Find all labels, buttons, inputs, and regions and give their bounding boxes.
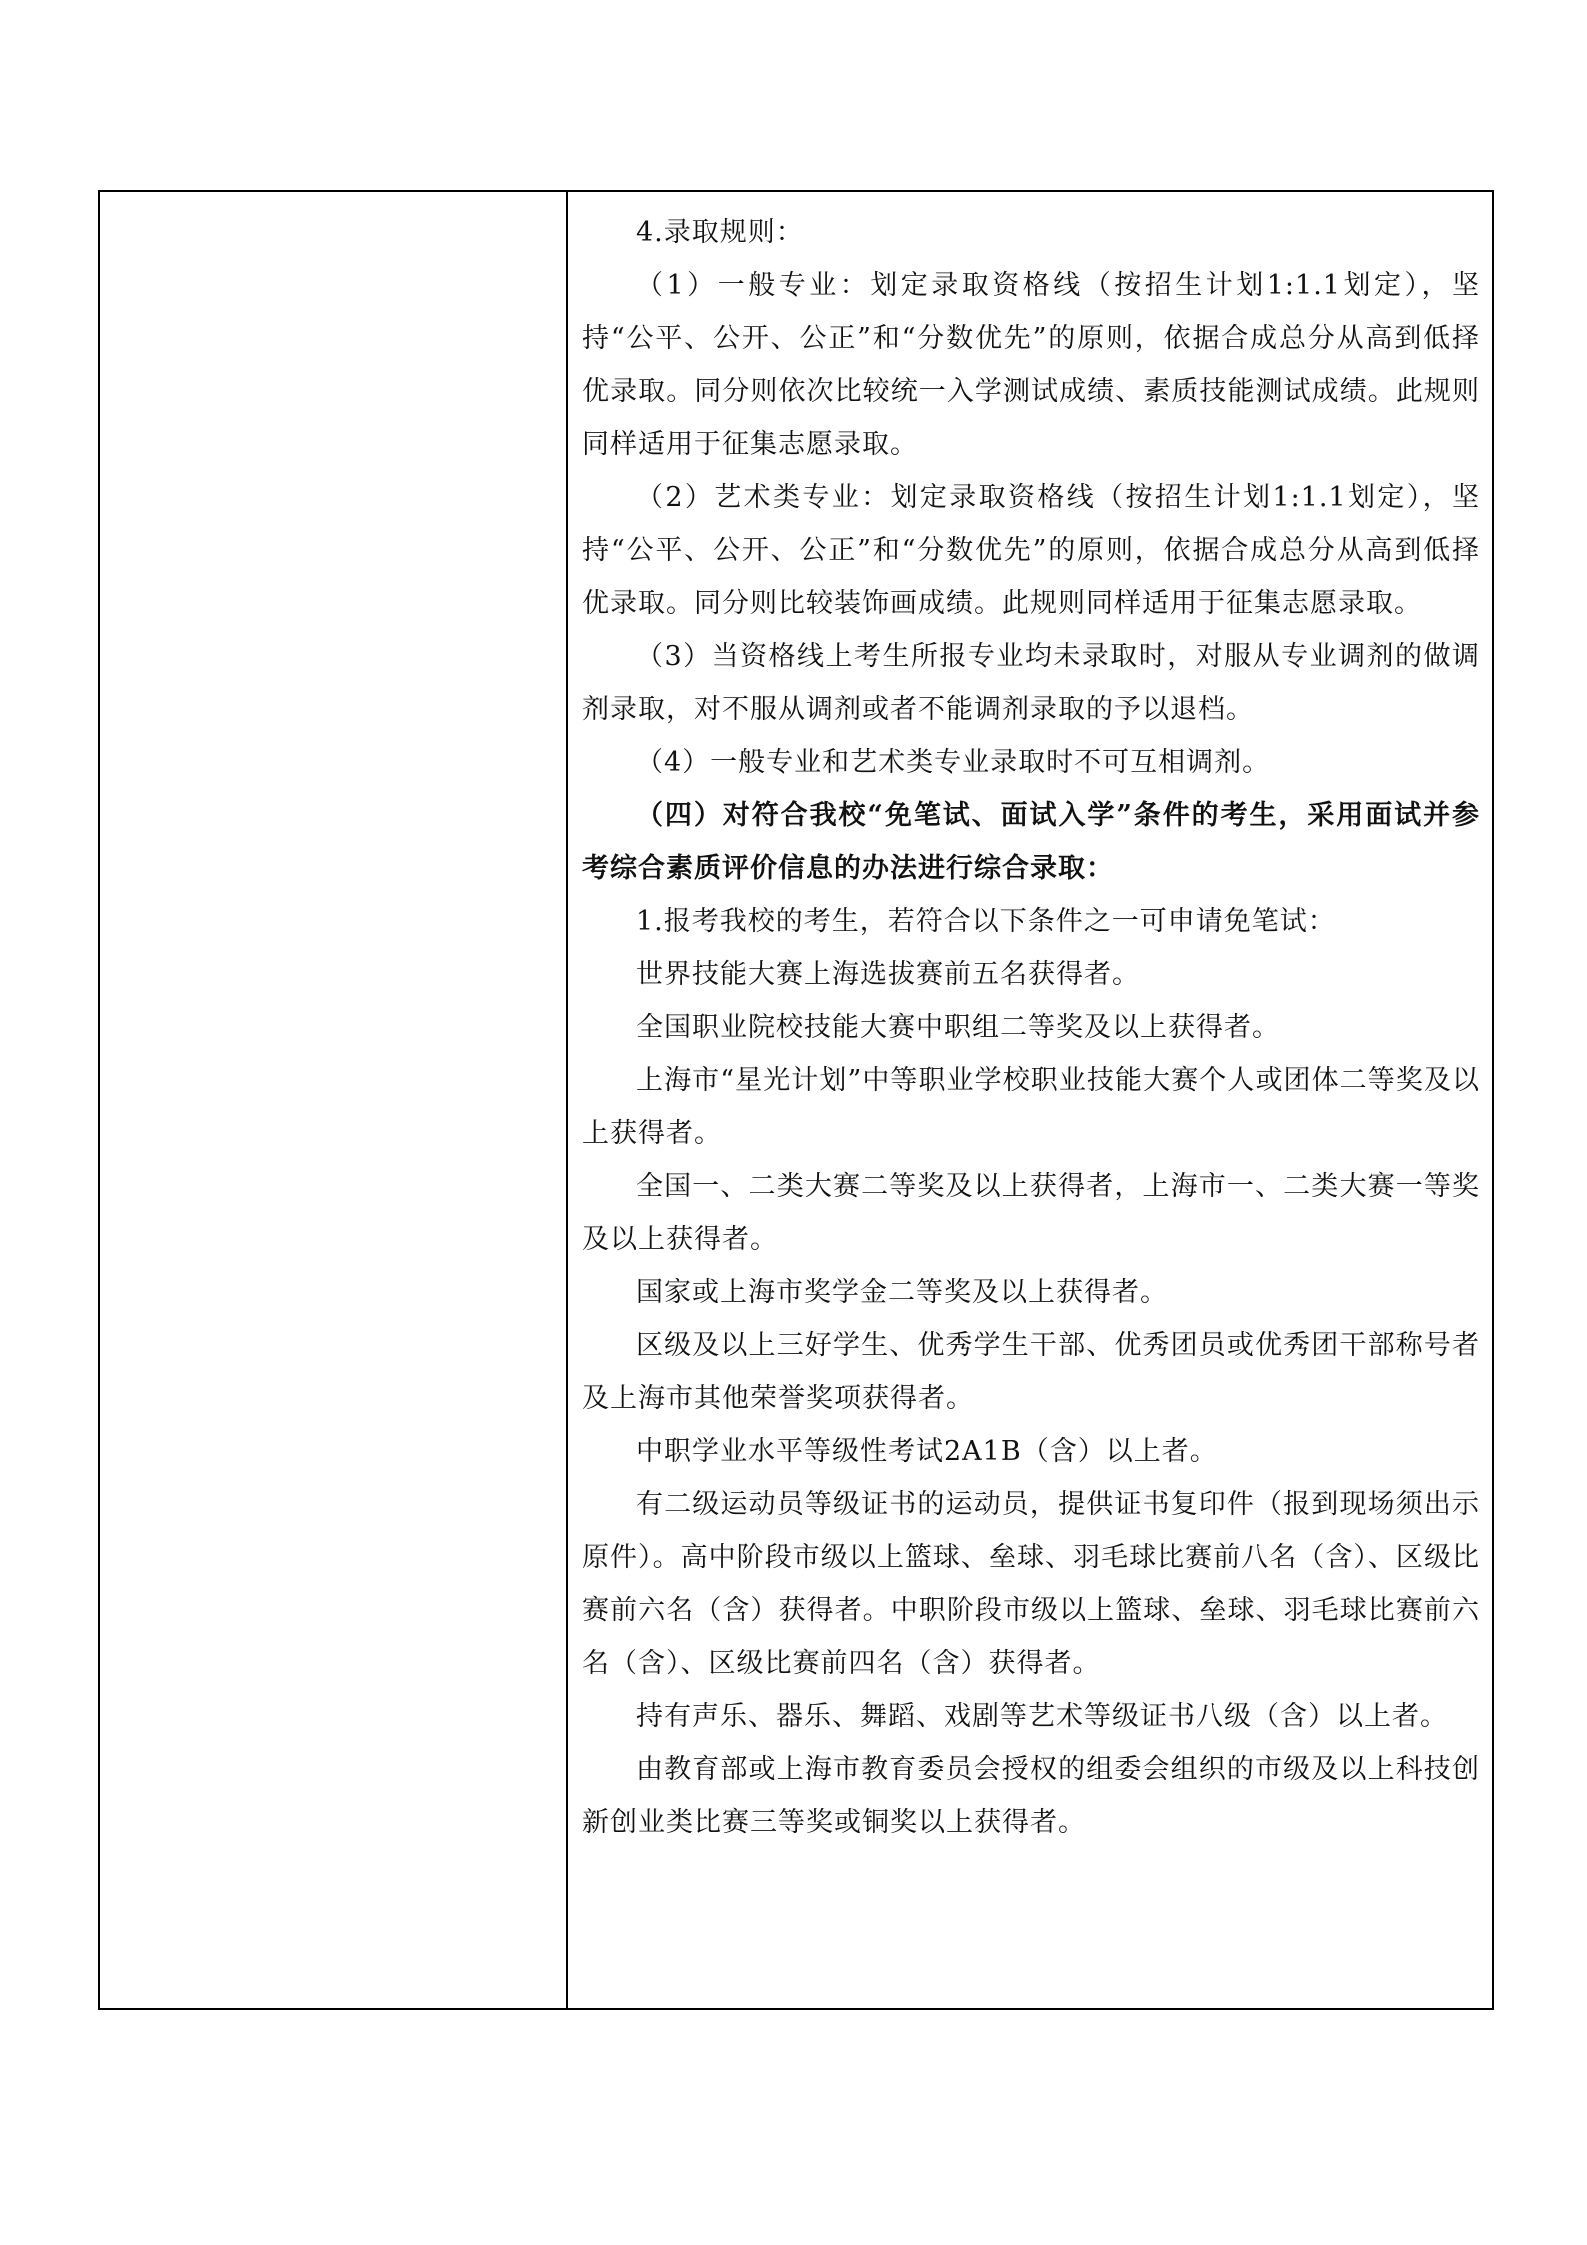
paragraph: 中职学业水平等级性考试2A1B（含）以上者。 — [636, 1436, 1218, 1467]
paragraph: 1.报考我校的考生，若符合以下条件之一可申请免笔试： — [636, 906, 1336, 937]
paragraph: （4）一般专业和艺术类专业录取时不可互相调剂。 — [636, 747, 1271, 778]
paragraph: 全国职业院校技能大赛中职组二等奖及以上获得者。 — [636, 1012, 1280, 1043]
right-column-cell — [567, 191, 1493, 2009]
paragraph: 世界技能大赛上海选拔赛前五名获得者。 — [636, 959, 1140, 990]
paragraph: （1）一般专业：划定录取资格线（按招生计划1:1.1划定），坚持“公平、公开、公正”和“分数优先”的原则，依据合成总分从高到低择优录取。同分则依次比较统一入学测试成绩、素质技能测试成绩。此规则同样适用于征集志愿录取。 — [582, 270, 1480, 460]
paragraph: 全国一、二类大赛二等奖及以上获得者，上海市一、二类大赛一等奖及以上获得者。 — [582, 1171, 1480, 1255]
section-heading: （四）对符合我校“免笔试、面试入学”条件的考生，采用面试并参考综合素质评价信息的办法进行综合录取： — [582, 800, 1480, 884]
paragraph: （3）当资格线上考生所报专业均未录取时，对服从专业调剂的做调剂录取，对不服从调剂或者不能调剂录取的予以退档。 — [582, 641, 1480, 725]
paragraph: 由教育部或上海市教育委员会授权的组委会组织的市级及以上科技创新创业类比赛三等奖或铜奖以上获得者。 — [582, 1754, 1480, 1838]
left-column-cell — [99, 191, 567, 2009]
document-table — [98, 190, 1494, 2010]
paragraph: 4.录取规则： — [636, 217, 804, 248]
paragraph: 持有声乐、器乐、舞蹈、戏剧等艺术等级证书八级（含）以上者。 — [636, 1701, 1448, 1732]
paragraph-container — [568, 192, 1492, 1849]
paragraph: 区级及以上三好学生、优秀学生干部、优秀团员或优秀团干部称号者及上海市其他荣誉奖项获得者。 — [582, 1330, 1480, 1414]
paragraph: 有二级运动员等级证书的运动员，提供证书复印件（报到现场须出示原件）。高中阶段市级以上篮球、垒球、羽毛球比赛前八名（含）、区级比赛前六名（含）获得者。中职阶段市级以上篮球、垒球、羽毛球比赛前六名（含）、区级比赛前四名（含）获得者。 — [582, 1489, 1480, 1679]
paragraph: 国家或上海市奖学金二等奖及以上获得者。 — [636, 1277, 1168, 1308]
paragraph: 上海市“星光计划”中等职业学校职业技能大赛个人或团体二等奖及以上获得者。 — [582, 1065, 1480, 1149]
paragraph: （2）艺术类专业：划定录取资格线（按招生计划1:1.1划定），坚持“公平、公开、公正”和“分数优先”的原则，依据合成总分从高到低择优录取。同分则比较装饰画成绩。此规则同样适用于征集志愿录取。 — [582, 482, 1480, 619]
